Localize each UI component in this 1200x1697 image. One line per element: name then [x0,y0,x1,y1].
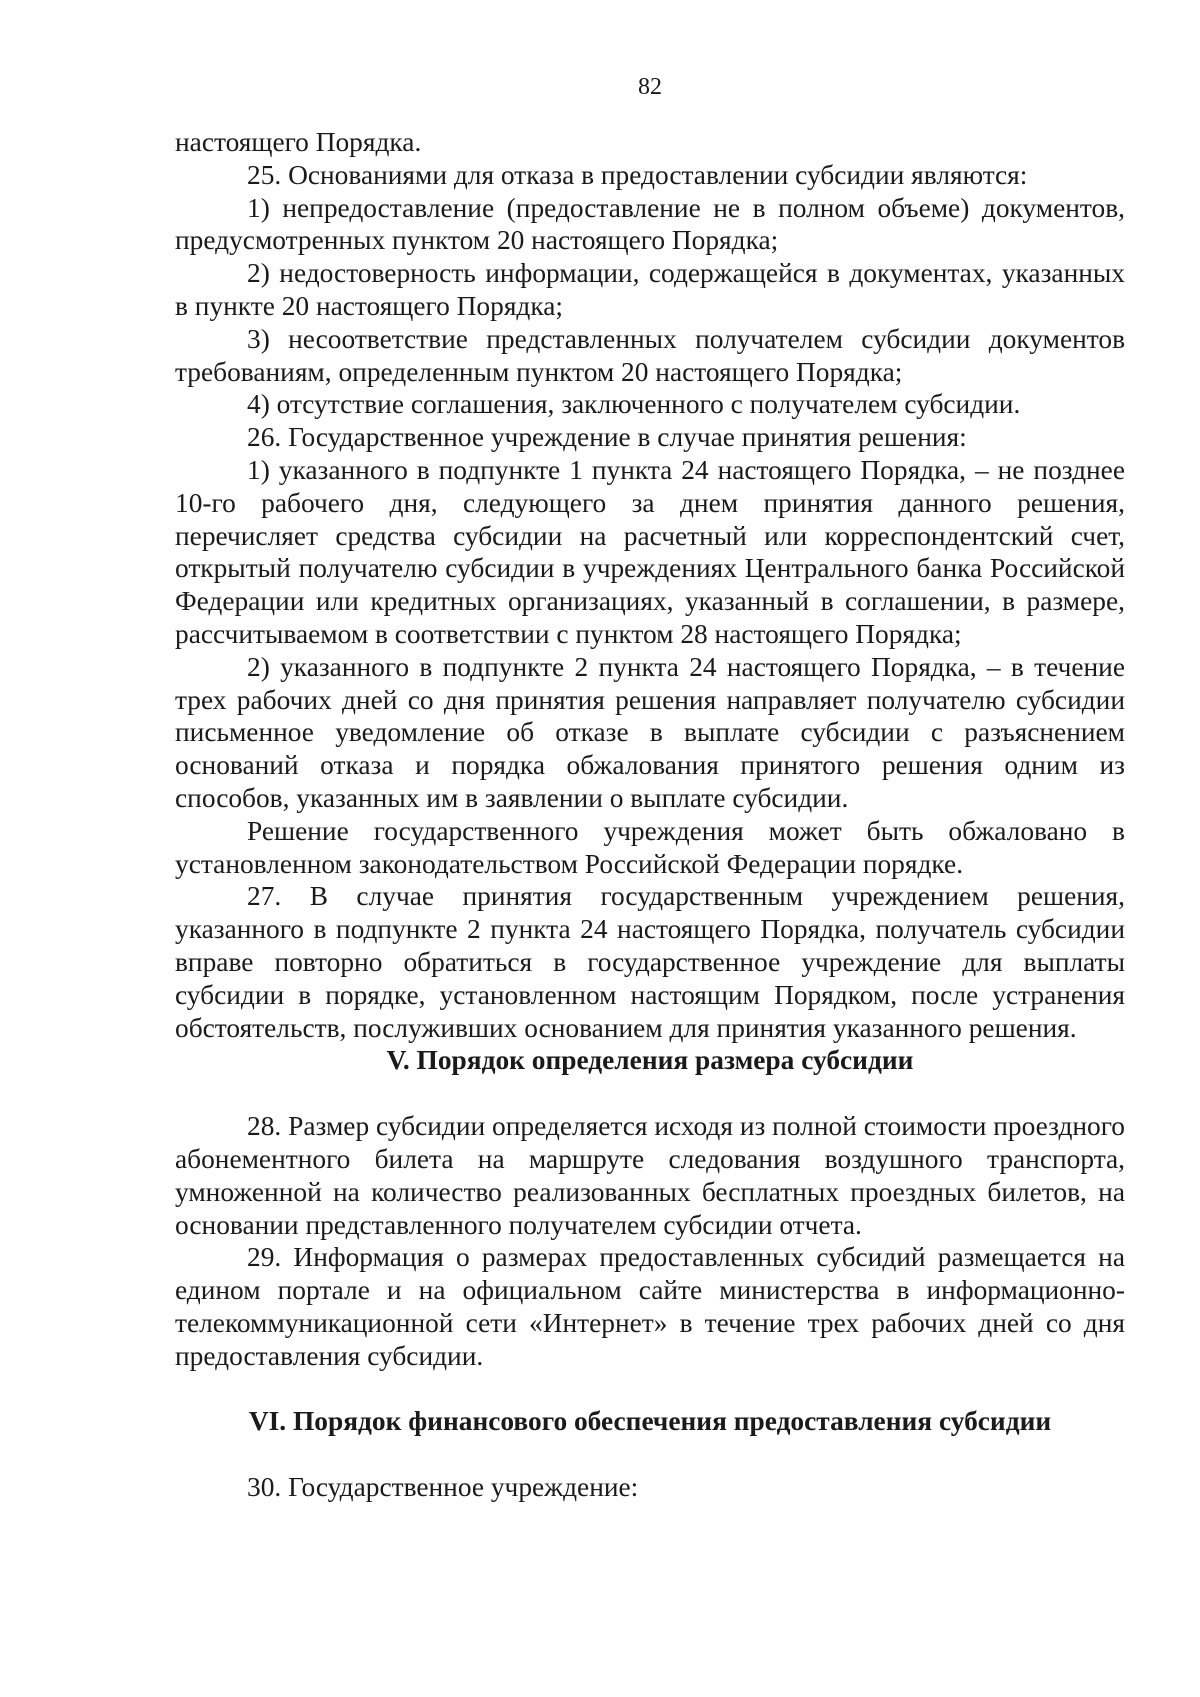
spacer [175,1372,1125,1405]
spacer [175,1077,1125,1110]
paragraph: 29. Информация о размерах предоставленных субсидий размещается на едином портале и на официальном сайте министерства в информационно-телекоммуникационной сети «Интернет» в течение трех рабочих дней со дня предоставления субсидии. [175,1242,1125,1371]
document-body [175,126,1125,1504]
paragraph: 27. В случае принятия государственным учреждением решения, указанного в подпункте 2 пункта 24 настоящего Порядка, получатель субсидии вправе повторно обратиться в государственное учреждение для выплаты субсидии в порядке, установленном настоящим Порядком, после устранения обстоятельств, послуживших основанием для принятия указанного решения. [175,881,1125,1043]
paragraph: 25. Основаниями для отказа в предоставлении субсидии являются: [247,159,1028,190]
paragraph: 2) указанного в подпункте 2 пункта 24 настоящего Порядка, – в течение трех рабочих дней со дня принятия решения направляет получателю субсидии письменное уведомление об отказе в выплате субсидии с разъяснением оснований отказа и порядка обжалования принятого решения одним из способов, указанных им в заявлении о выплате субсидии. [175,651,1125,813]
paragraph: 1) непредоставление (предоставление не в полном объеме) документов, предусмотренных пунктом 20 настоящего Порядка; [175,192,1125,256]
paragraph: 30. Государственное учреждение: [247,1472,639,1503]
paragraph: 26. Государственное учреждение в случае принятия решения: [247,422,967,453]
spacer [175,1438,1125,1471]
section-heading: V. Порядок определения размера субсидии [386,1045,914,1076]
paragraph: 2) недостоверность информации, содержащейся в документах, указанных в пункте 20 настоящего Порядка; [175,258,1125,321]
paragraph: настоящего Порядка. [175,127,422,157]
paragraph: 1) указанного в подпункте 1 пункта 24 настоящего Порядка, – не позднее 10-го рабочего дня, следующего за днем принятия данного решения, перечисляет средства субсидии на расчетный или корреспондентский счет, открытый получателю субсидии в учреждениях Центрального банка Российской Федерации или кредитных организациях, указанный в соглашении, в размере, рассчитываемом в соответствии с пунктом 28 настоящего Порядка; [175,454,1125,649]
page-number: 82 [638,74,662,100]
paragraph: 28. Размер субсидии определяется исходя из полной стоимости проездного абонементного билета на маршруте следования воздушного транспорта, умноженной на количество реализованных бесплатных проездных билетов, на основании представленного получателем субсидии отчета. [175,1111,1125,1240]
paragraph: 4) отсутствие соглашения, заключенного с получателем субсидии. [247,389,1021,420]
paragraph: Решение государственного учреждения может быть обжаловано в установленном законодательством Российской Федерации порядке. [175,815,1125,879]
section-heading: VI. Порядок финансового обеспечения предоставления субсидии [248,1406,1052,1437]
paragraph: 3) несоответствие представленных получателем субсидии документов требованиям, определенным пунктом 20 настоящего Порядка; [175,323,1125,387]
